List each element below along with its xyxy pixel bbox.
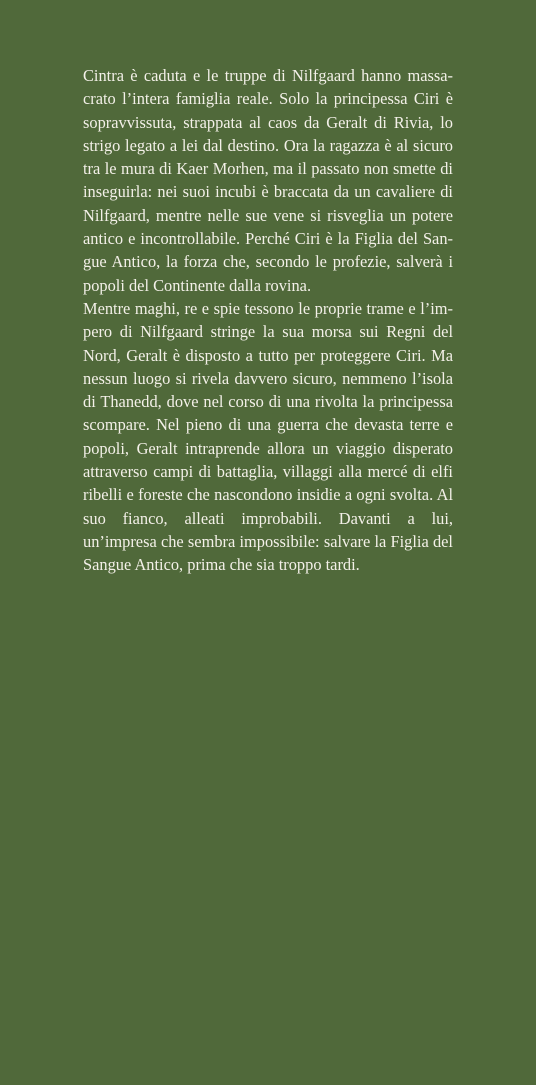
blurb-paragraph-1: Cintra è caduta e le truppe di Nilfgaard hanno massacrato l’intera famiglia reale. Solo la principessa Ciri è sopravvissuta, strappata al caos da Geralt di Rivia, lo strigo legato a lei dal destino. Ora la ragazza è al sicuro tra le mura di Kaer Morhen, ma il passato non smette di inseguirla: nei suoi incubi è braccata da un cavaliere di Nilfgaard, mentre nelle sue vene si risveglia un potere antico e incontrollabile. Perché Ciri è la Figlia del Sangue Antico, la forza che, secondo le profezie, salverà i popoli del Continente dalla rovina.: [83, 66, 453, 295]
book-blurb: [83, 64, 453, 577]
blurb-paragraph-2: Mentre maghi, re e spie tessono le proprie trame e l’impero di Nilfgaard stringe la sua morsa sui Regni del Nord, Geralt è disposto a tutto per proteggere Ciri. Ma nessun luogo si rivela davvero sicuro, nemmeno l’isola di Thanedd, dove nel corso di una rivolta la principessa scompare. Nel pieno di una guerra che devasta terre e popoli, Geralt intraprende allora un viaggio disperato attraverso campi di battaglia, villaggi alla mercé di elfi ribelli e foreste che nascondono insidie a ogni svolta. Al suo fianco, alleati improbabili. Davanti a lui, un’impresa che sembra impossibile: salvare la Figlia del Sangue Antico, prima che sia troppo tardi.: [83, 298, 453, 575]
